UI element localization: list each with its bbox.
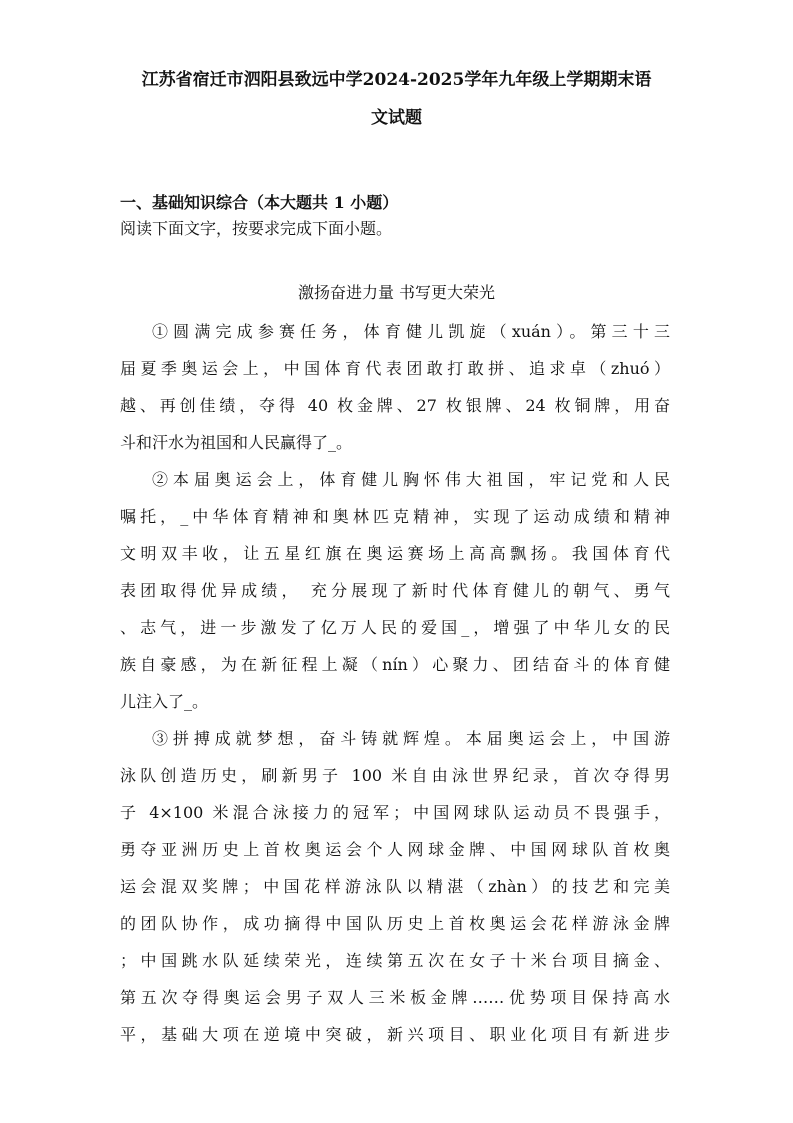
passage-line: ②本届奥运会上，体育健儿胸怀伟大祖国，牢记党和人民	[152, 470, 670, 489]
passage-line: 儿注入了_。	[120, 692, 209, 711]
passage-line: 平，基础大项在逆境中突破，新兴项目、职业化项目有新进步	[120, 1025, 670, 1044]
document-title-line-1: 江苏省宿迁市泗阳县致远中学2024-2025学年九年级上学期期末语	[141, 70, 652, 90]
passage-line: 表团取得优异成绩， 充分展现了新时代体育健儿的朝气、勇气	[120, 581, 670, 600]
passage-line: 运会混双奖牌；中国花样游泳队以精湛（zhàn）的技艺和完美	[120, 877, 670, 896]
passage-line: 子 4×100 米混合泳接力的冠军；中国网球队运动员不畏强手，	[120, 803, 670, 822]
passage-line: ①圆满完成参赛任务，体育健儿凯旋（xuán）。第三十三	[152, 322, 670, 341]
passage-title: 激扬奋进力量 书写更大荣光	[297, 283, 496, 302]
passage-line: 泳队创造历史，刷新男子 100 米自由泳世界纪录，首次夺得男	[120, 766, 670, 785]
passage-line: 斗和汗水为祖国和人民赢得了_。	[120, 433, 353, 452]
instruction-text: 阅读下面文字，按要求完成下面小题。	[120, 219, 393, 238]
passage-line: 勇夺亚洲历史上首枚奥运会个人网球金牌、中国网球队首枚奥	[120, 840, 670, 859]
passage-line: 越、再创佳绩，夺得 40 枚金牌、27 枚银牌、24 枚铜牌，用奋	[120, 396, 670, 415]
passage-line: 、志气，进一步激发了亿万人民的爱国_，增强了中华儿女的民	[120, 618, 670, 637]
passage-line: ；中国跳水队延续荣光，连续第五次在女子十米台项目摘金、	[120, 951, 670, 970]
passage-line: ③拼搏成就梦想，奋斗铸就辉煌。本届奥运会上，中国游	[152, 729, 670, 748]
passage-line: 第五次夺得奥运会男子双人三米板金牌……优势项目保持高水	[120, 988, 670, 1007]
document-title-line-2: 文试题	[371, 108, 422, 128]
passage-line: 届夏季奥运会上，中国体育代表团敢打敢拼、追求卓（zhuó）	[120, 359, 670, 378]
passage-line: 文明双丰收，让五星红旗在奥运赛场上高高飘扬。我国体育代	[120, 544, 670, 563]
section-heading: 一、基础知识综合（本大题共 1 小题）	[120, 193, 399, 212]
passage-line: 的团队协作，成功摘得中国队历史上首枚奥运会花样游泳金牌	[120, 914, 670, 933]
passage-line: 族自豪感，为在新征程上凝（nín）心聚力、团结奋斗的体育健	[120, 655, 670, 674]
passage-line: 嘱托，_中华体育精神和奥林匹克精神，实现了运动成绩和精神	[120, 507, 670, 526]
